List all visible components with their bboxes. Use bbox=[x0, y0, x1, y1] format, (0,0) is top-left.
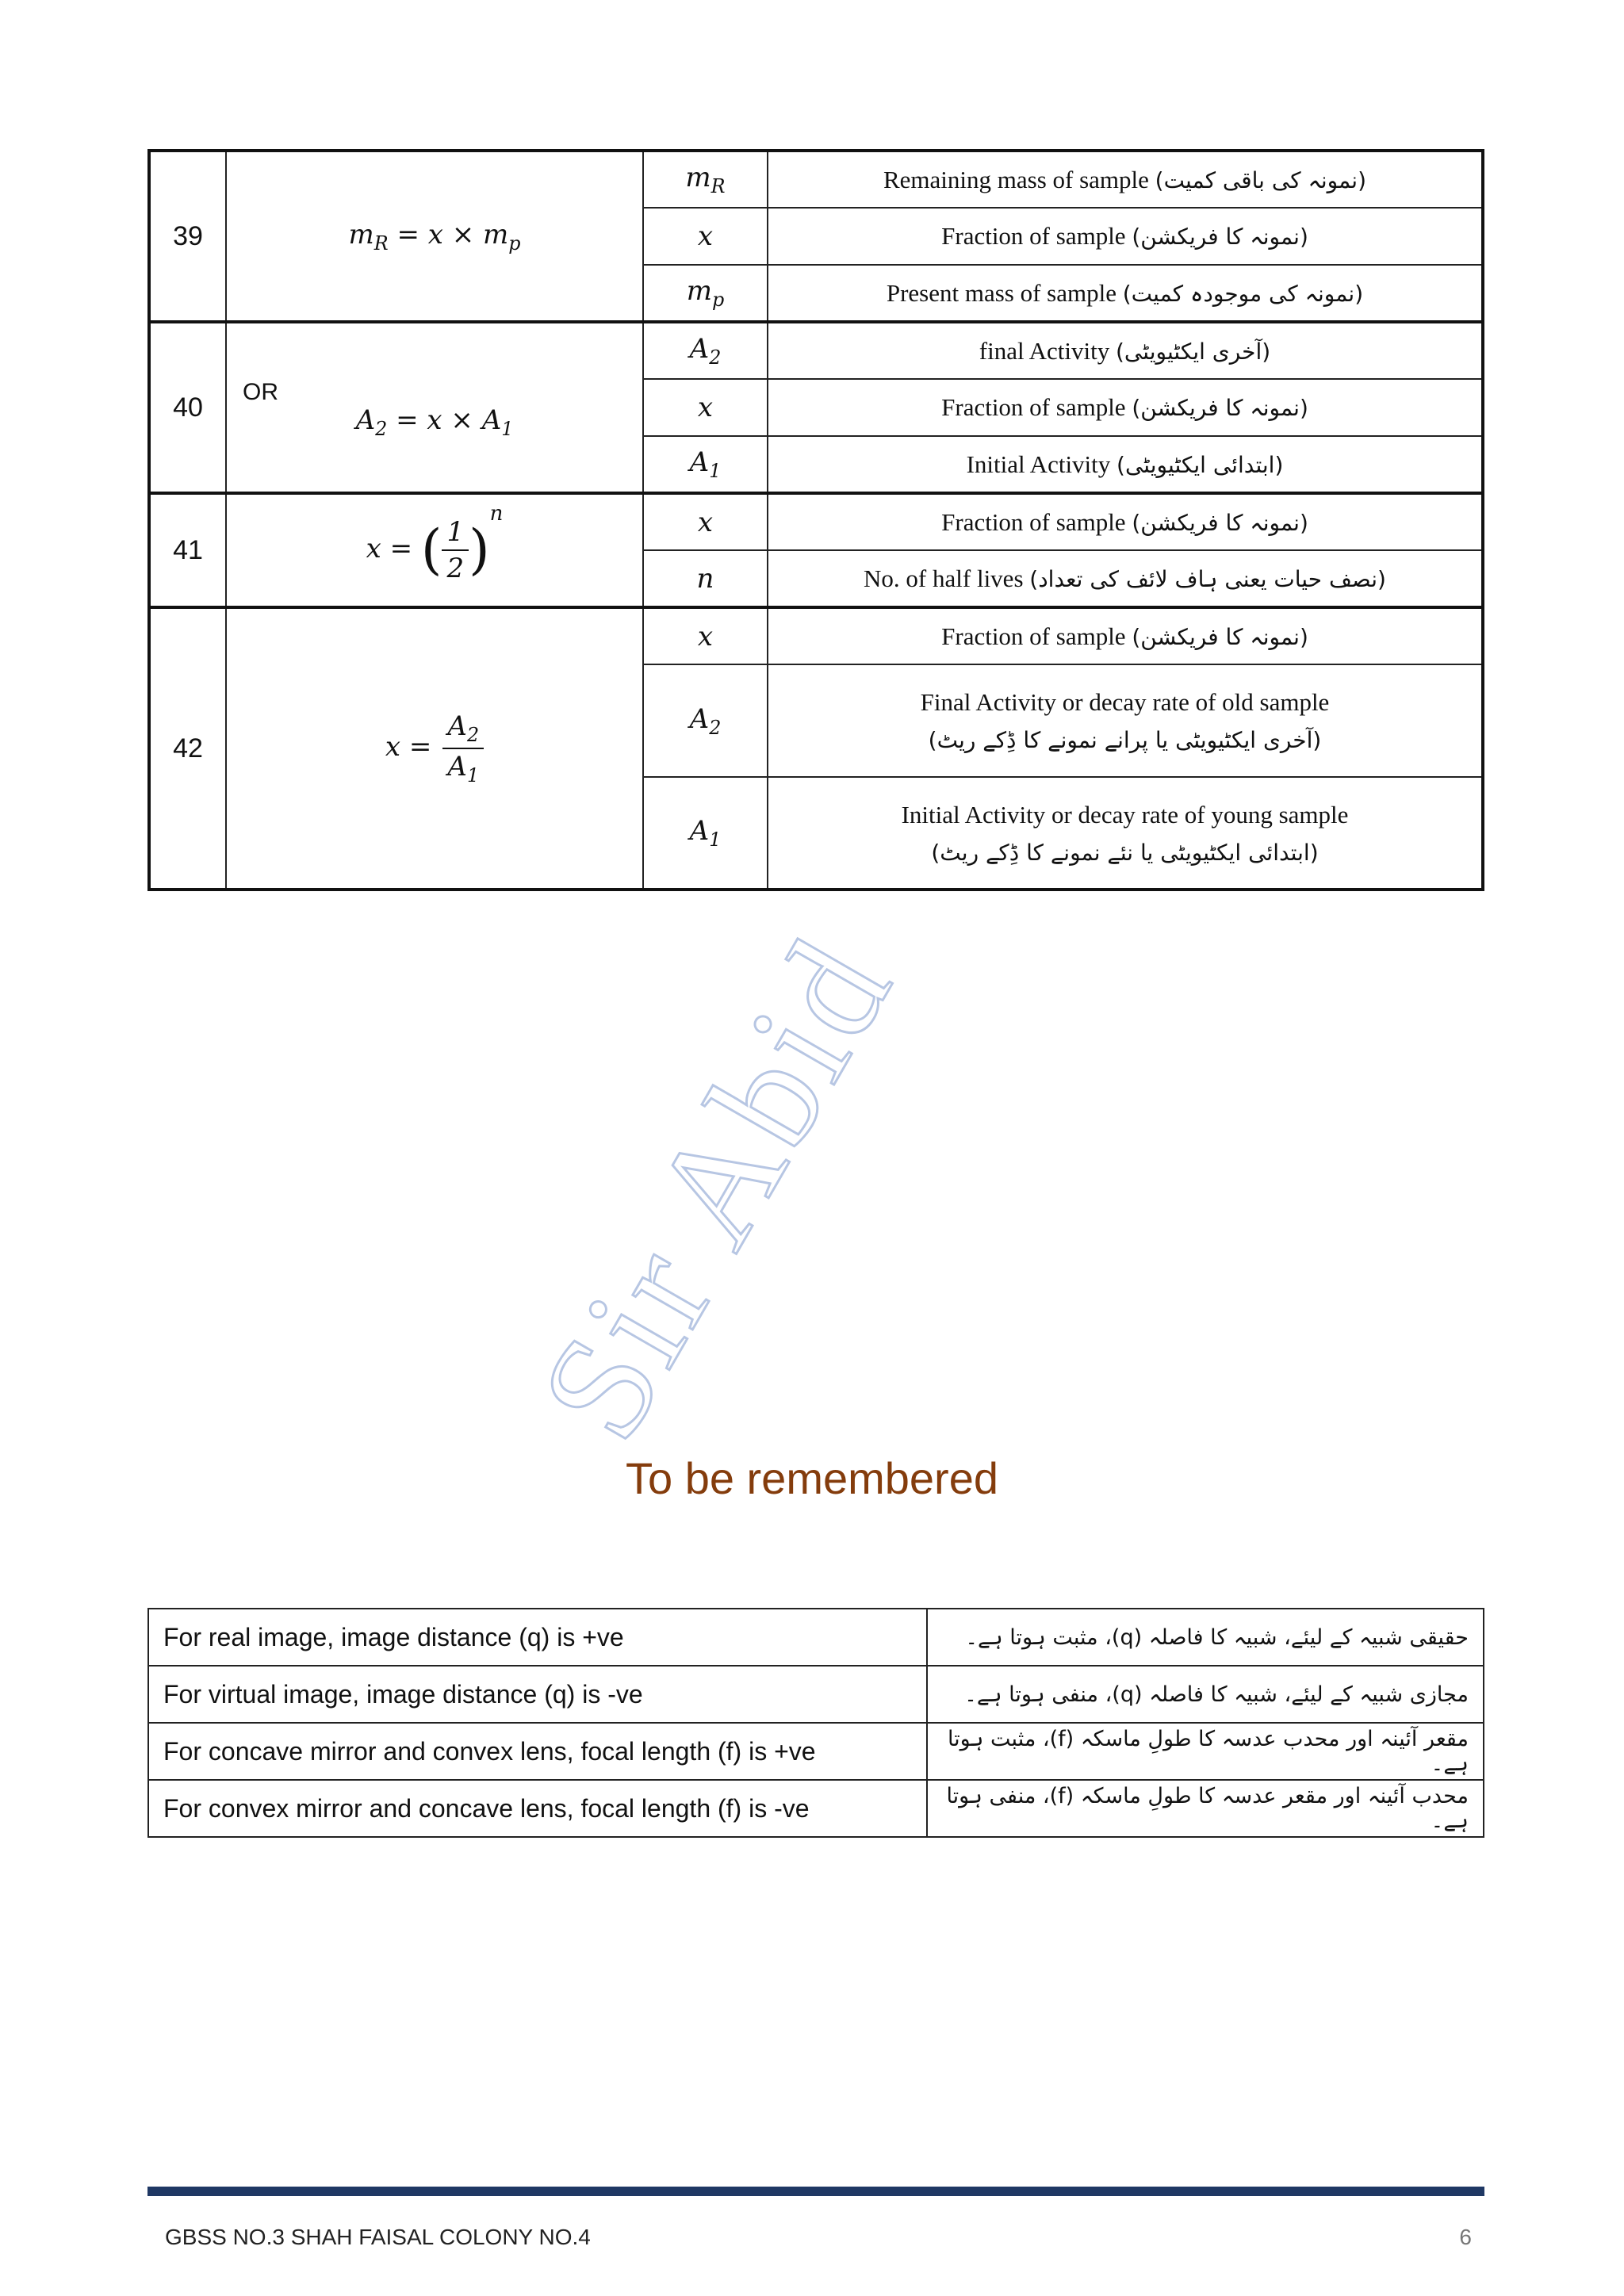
formula-number: 41 bbox=[149, 493, 226, 607]
rule-ur: حقیقی شبیہ کے لیئے، شبیہ کا فاصلہ (q)، مثبت ہوتا ہے۔ bbox=[927, 1609, 1484, 1666]
description-ur: (نمونہ کا فریکشن) bbox=[1132, 224, 1308, 251]
rule-ur: محدب آئینہ اور مقعر عدسہ کا طولِ ماسکہ (f)، منفی ہوتا ہے۔ bbox=[927, 1780, 1484, 1837]
description-en: Fraction of sample bbox=[941, 222, 1126, 251]
table-row bbox=[148, 1609, 1484, 1666]
description-cell bbox=[768, 379, 1483, 436]
formula-number: 42 bbox=[149, 607, 226, 890]
description-cell bbox=[768, 777, 1483, 890]
rule-ur: مجازی شبیہ کے لیئے، شبیہ کا فاصلہ (q)، منفی ہوتا ہے۔ bbox=[927, 1666, 1484, 1723]
description-cell bbox=[768, 550, 1483, 607]
description-ur: (نمونہ کی باقی کمیت) bbox=[1155, 166, 1367, 193]
table-row bbox=[149, 322, 1483, 379]
rule-en: For virtual image, image distance (q) is -ve bbox=[148, 1666, 927, 1723]
section-heading: To be remembered bbox=[625, 1453, 998, 1503]
formula-expression: $m_R = x \times m_p$ bbox=[226, 151, 643, 322]
description-cell bbox=[768, 493, 1483, 550]
symbol-cell: $A_2$ bbox=[643, 664, 768, 777]
symbol-cell: $A_1$ bbox=[643, 777, 768, 890]
table-row bbox=[149, 493, 1483, 550]
description-ur: (نمونہ کا فریکشن) bbox=[1132, 395, 1308, 422]
description-cell bbox=[768, 322, 1483, 379]
description-en: Remaining mass of sample bbox=[883, 165, 1149, 193]
description-cell bbox=[768, 664, 1483, 777]
table-row bbox=[148, 1666, 1484, 1723]
formula-expression: x = ( $\frac{1}{2}$ )$^n$ bbox=[226, 493, 643, 607]
or-note: OR bbox=[243, 379, 278, 405]
description-en: Present mass of sample bbox=[886, 278, 1116, 307]
description-ur: (ابتدائی ایکٹیویٹی) bbox=[1116, 451, 1284, 478]
table-row bbox=[149, 607, 1483, 664]
symbol-cell: x bbox=[643, 493, 768, 550]
formula-number: 40 bbox=[149, 322, 226, 493]
symbol-cell: $A_2$ bbox=[643, 322, 768, 379]
description-cell bbox=[768, 151, 1483, 208]
symbol-cell: n bbox=[643, 550, 768, 607]
description-en: No. of half lives bbox=[864, 564, 1024, 592]
description-en: Fraction of sample bbox=[941, 507, 1126, 536]
remember-table bbox=[147, 1608, 1484, 1838]
description-en: final Activity bbox=[979, 336, 1110, 365]
symbol-cell: x bbox=[643, 208, 768, 265]
description-ur: (نصف حیات یعنی ہاف لائف کی تعداد) bbox=[1029, 565, 1386, 592]
description-ur: (آخری ایکٹیویٹی یا پرانے نمونے کا ڈِکے ریٹ) bbox=[928, 727, 1322, 754]
symbol-cell: $A_1$ bbox=[643, 436, 768, 493]
description-ur: (ابتدائی ایکٹیویٹی یا نئے نمونے کا ڈِکے ریٹ) bbox=[931, 839, 1319, 866]
watermark: Sir Abid bbox=[508, 911, 925, 1466]
footer-divider bbox=[147, 2187, 1484, 2196]
footer-school: GBSS NO.3 SHAH FAISAL COLONY NO.4 bbox=[165, 2225, 591, 2249]
description-cell bbox=[768, 436, 1483, 493]
rule-en: For concave mirror and convex lens, focal length (f) is +ve bbox=[148, 1723, 927, 1780]
formula-expression: OR $A_2 = x \times A_1$ bbox=[226, 322, 643, 493]
description-ur: (نمونہ کا فریکشن) bbox=[1132, 623, 1308, 650]
description-ur: (نمونہ کا فریکشن) bbox=[1132, 509, 1308, 536]
symbol-cell: x bbox=[643, 607, 768, 664]
symbol-cell: $m_p$ bbox=[643, 265, 768, 322]
symbol-cell: $m_R$ bbox=[643, 151, 768, 208]
table-row bbox=[148, 1780, 1484, 1837]
description-en: Initial Activity or decay rate of young sample bbox=[901, 800, 1349, 828]
rule-en: For convex mirror and concave lens, focal length (f) is -ve bbox=[148, 1780, 927, 1837]
table-row bbox=[148, 1723, 1484, 1780]
table-row bbox=[149, 151, 1483, 208]
formula-number: 39 bbox=[149, 151, 226, 322]
rule-en: For real image, image distance (q) is +ve bbox=[148, 1609, 927, 1666]
description-cell bbox=[768, 208, 1483, 265]
formula-expression: x = $\frac{A_2}{A_1}$ bbox=[226, 607, 643, 890]
page-number: 6 bbox=[1459, 2225, 1472, 2249]
description-en: Fraction of sample bbox=[941, 393, 1126, 422]
description-en: Final Activity or decay rate of old sample bbox=[920, 688, 1330, 717]
description-ur: (نمونہ کی موجودہ کمیت) bbox=[1122, 280, 1364, 307]
description-en: Initial Activity bbox=[966, 450, 1111, 478]
description-cell bbox=[768, 607, 1483, 664]
description-ur: (آخری ایکٹیویٹی) bbox=[1116, 338, 1271, 365]
description-cell bbox=[768, 265, 1483, 322]
symbol-cell: x bbox=[643, 379, 768, 436]
description-en: Fraction of sample bbox=[941, 622, 1126, 650]
rule-ur: مقعر آئینہ اور محدب عدسہ کا طولِ ماسکہ (f)، مثبت ہوتا ہے۔ bbox=[927, 1723, 1484, 1780]
formula-table bbox=[147, 149, 1484, 891]
